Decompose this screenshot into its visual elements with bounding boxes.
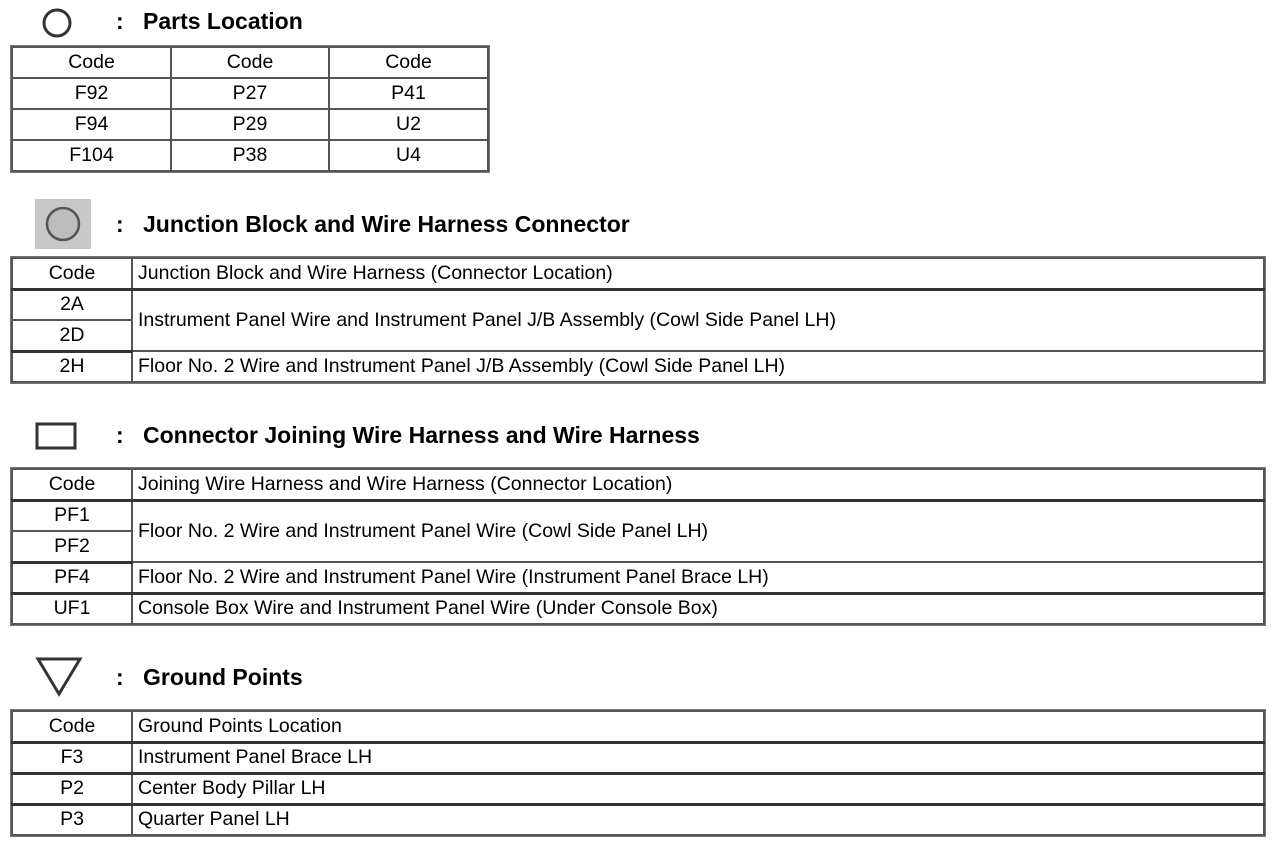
code-cell: PF2 [12, 531, 132, 562]
location-cell: Instrument Panel Wire and Instrument Panel J/B Assembly (Cowl Side Panel LH) [132, 289, 1264, 351]
code-cell: P38 [171, 140, 329, 171]
header-cell: Code [12, 469, 132, 500]
location-cell: Floor No. 2 Wire and Instrument Panel J/B Assembly (Cowl Side Panel LH) [132, 351, 1264, 382]
code-cell: P29 [171, 109, 329, 140]
header-cell: Code [171, 47, 329, 78]
code-cell: 2D [12, 320, 132, 351]
section-title: Connector Joining Wire Harness and Wire Harness [143, 422, 700, 448]
table-row [12, 593, 1264, 624]
section-colon: : [116, 664, 124, 690]
table-row [12, 804, 1264, 835]
section-colon: : [116, 8, 124, 34]
code-cell: 2H [12, 351, 132, 382]
section-connector-joining [0, 417, 1280, 453]
table-row [12, 289, 1264, 320]
table-header-row [12, 711, 1264, 742]
header-cell: Junction Block and Wire Harness (Connector Location) [132, 258, 1264, 289]
header-cell: Code [12, 711, 132, 742]
code-cell: P41 [329, 78, 488, 109]
rectangle-outline-icon [35, 422, 77, 450]
header-cell: Code [12, 258, 132, 289]
section-title: Parts Location [143, 8, 303, 34]
code-cell: UF1 [12, 593, 132, 624]
triangle-down-icon [34, 656, 84, 698]
code-cell: F3 [12, 742, 132, 773]
code-cell: 2A [12, 289, 132, 320]
table-row [12, 78, 488, 109]
circle-shaded-icon [35, 199, 91, 249]
ground-points-table [11, 710, 1265, 836]
table-header-row [12, 47, 488, 78]
section-colon: : [116, 422, 124, 448]
table-row [12, 500, 1264, 531]
section-colon: : [116, 211, 124, 237]
circle-outline-icon [40, 6, 74, 40]
junction-block-table [11, 257, 1265, 383]
header-cell: Ground Points Location [132, 711, 1264, 742]
code-cell: F104 [12, 140, 171, 171]
section-title: Junction Block and Wire Harness Connector [143, 211, 630, 237]
table-header-row [12, 469, 1264, 500]
location-cell: Console Box Wire and Instrument Panel Wire (Under Console Box) [132, 593, 1264, 624]
table-row [12, 109, 488, 140]
section-junction-block [0, 205, 1280, 241]
table-header-row [12, 258, 1264, 289]
code-cell: F94 [12, 109, 171, 140]
section-parts-location [0, 4, 1280, 40]
code-cell: P27 [171, 78, 329, 109]
code-cell: P2 [12, 773, 132, 804]
code-cell: U2 [329, 109, 488, 140]
location-cell: Instrument Panel Brace LH [132, 742, 1264, 773]
section-title: Ground Points [143, 664, 303, 690]
table-row [12, 140, 488, 171]
header-cell: Joining Wire Harness and Wire Harness (Connector Location) [132, 469, 1264, 500]
header-cell: Code [329, 47, 488, 78]
connector-joining-table [11, 468, 1265, 625]
code-cell: P3 [12, 804, 132, 835]
table-row [12, 742, 1264, 773]
location-cell: Floor No. 2 Wire and Instrument Panel Wire (Cowl Side Panel LH) [132, 500, 1264, 562]
location-cell: Center Body Pillar LH [132, 773, 1264, 804]
location-cell: Quarter Panel LH [132, 804, 1264, 835]
table-row [12, 773, 1264, 804]
code-cell: F92 [12, 78, 171, 109]
section-ground-points [0, 658, 1280, 694]
table-row [12, 562, 1264, 593]
header-cell: Code [12, 47, 171, 78]
code-cell: PF4 [12, 562, 132, 593]
code-cell: U4 [329, 140, 488, 171]
code-cell: PF1 [12, 500, 132, 531]
parts-location-table [11, 46, 489, 172]
table-row [12, 351, 1264, 382]
location-cell: Floor No. 2 Wire and Instrument Panel Wire (Instrument Panel Brace LH) [132, 562, 1264, 593]
